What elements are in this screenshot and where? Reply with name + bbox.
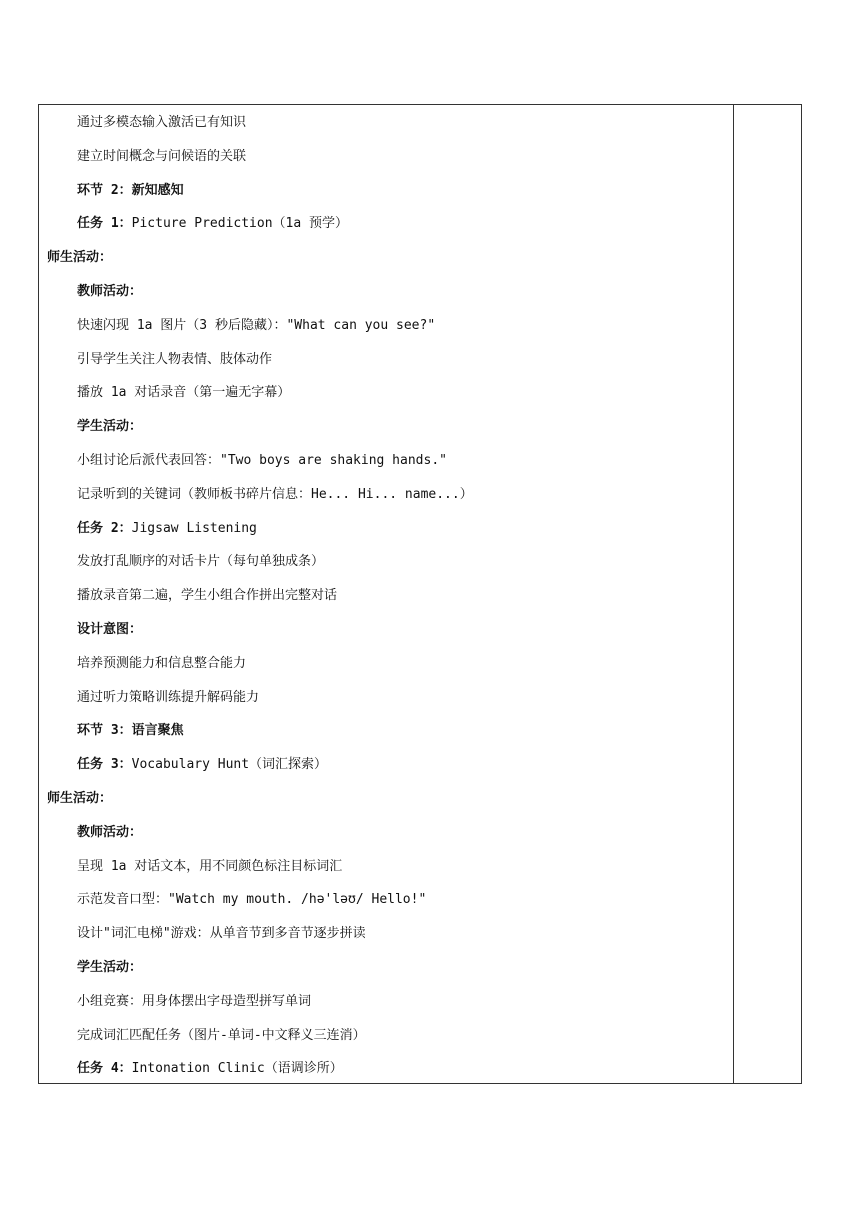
section-heading: 设计意图： <box>77 622 143 637</box>
body-text-line: 播放录音第二遍，学生小组合作拼出完整对话 <box>77 588 338 604</box>
section-heading: 教师活动： <box>77 824 143 840</box>
body-text-line <box>77 756 327 774</box>
body-text-line: 记录听到的关键词（教师板书碎片信息：He... Hi... name...） <box>77 486 473 502</box>
section-heading: 师生活动： <box>47 791 113 806</box>
column-divider <box>733 105 734 1083</box>
body-text-line: 小组讨论后派代表回答："Two boys are shaking hands." <box>77 453 447 468</box>
section-heading: 教师活动： <box>77 284 143 299</box>
task-title: Vocabulary Hunt（词汇探索） <box>131 757 328 773</box>
body-text-line: 示范发音口型："Watch my mouth. /hə'ləʊ/ Hello!" <box>77 892 427 908</box>
body-text-line: 设计"词汇电梯"游戏：从单音节到多音节逐步拼读 <box>77 926 366 942</box>
task-label: 任务 2： <box>77 520 132 536</box>
body-text-line: 呈现 1a 对话文本，用不同颜色标注目标词汇 <box>77 858 343 874</box>
body-text-line: 快速闪现 1a 图片（3 秒后隐藏）："What can you see?" <box>77 317 436 333</box>
body-text-line: 发放打乱顺序的对话卡片（每句单独成条） <box>77 554 325 570</box>
task-title: Picture Prediction（1a 预学） <box>131 216 349 232</box>
body-text-line <box>77 520 257 538</box>
body-text-line: 小组竞赛：用身体摆出字母造型拼写单词 <box>77 993 312 1009</box>
body-text-line: 通过听力策略训练提升解码能力 <box>77 689 260 705</box>
body-text-line: 培养预测能力和信息整合能力 <box>77 655 247 671</box>
section-heading: 学生活动： <box>77 419 143 435</box>
task-label: 任务 3： <box>77 757 132 773</box>
task-label: 任务 1： <box>77 216 132 232</box>
task-label: 任务 4： <box>77 1061 132 1077</box>
body-text-line <box>77 1060 343 1078</box>
lesson-plan-table <box>38 104 802 1084</box>
section-heading: 环节 2：新知感知 <box>77 182 184 198</box>
body-text-line: 完成词汇匹配任务（图片-单词-中文释义三连消） <box>77 1027 366 1043</box>
section-heading: 师生活动： <box>47 250 113 266</box>
body-text-line: 引导学生关注人物表情、肢体动作 <box>77 351 273 367</box>
body-text-line: 播放 1a 对话录音（第一遍无字幕） <box>77 385 291 401</box>
body-text-line: 通过多模态输入激活已有知识 <box>77 115 247 130</box>
body-text-line: 建立时间概念与问候语的关联 <box>77 148 247 164</box>
section-heading: 环节 3：语言聚焦 <box>77 723 184 739</box>
body-text-line <box>77 215 348 233</box>
task-title: Intonation Clinic（语调诊所） <box>131 1061 343 1077</box>
section-heading: 学生活动： <box>77 960 143 975</box>
task-title: Jigsaw Listening <box>131 520 257 536</box>
lesson-content-cell <box>39 105 733 1083</box>
